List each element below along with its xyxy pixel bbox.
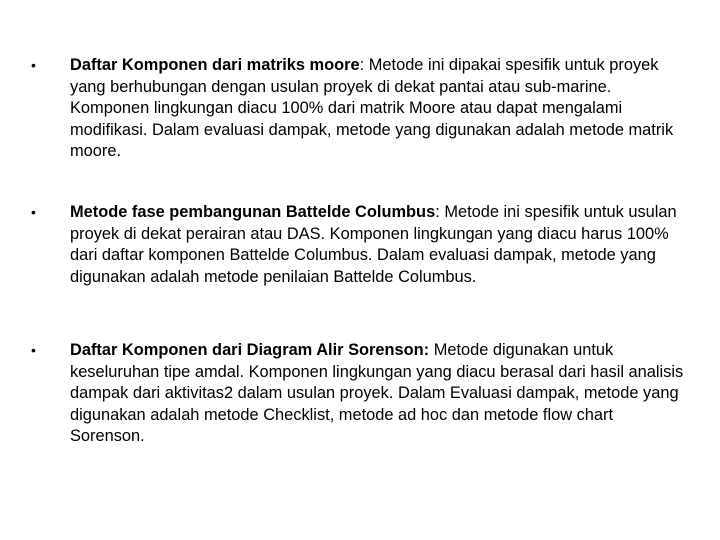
bullet-body: Metode ini dipakai spesifik untuk proyek yang berhubungan dengan usulan proyek di dekat pantai atau sub-marine. Komponen lingkungan diacu 100% dari matrik Moore atau dapat mengalami modifikasi. Dalam evaluasi dampak, metode yang digunakan adalah metode matrik moore.: [70, 56, 674, 160]
bullet-marker: •: [31, 342, 36, 358]
bullet-marker: •: [31, 57, 36, 73]
bullet-body: Metode ini spesifik untuk usulan proyek di dekat perairan atau DAS. Komponen lingkungan yang diacu harus 100% dari daftar komponen Battelde Columbus. Dalam evaluasi dampak, metode yang digunakan adalah metode penilaian Battelde Columbus.: [70, 203, 677, 286]
bullet-text: [70, 55, 685, 163]
bullet-term: Daftar Komponen dari matriks moore: [70, 56, 360, 74]
bullet-marker: •: [31, 204, 36, 220]
bullet-separator: :: [435, 203, 440, 221]
bullet-term: Metode fase pembangunan Battelde Columbus: [70, 203, 436, 221]
bullet-term: Daftar Komponen dari Diagram Alir Sorenson:: [70, 341, 430, 359]
bullet-body: Metode digunakan untuk keseluruhan tipe amdal. Komponen lingkungan yang diacu berasal dari hasil analisis dampak dari aktivitas2 dalam usulan proyek. Dalam Evaluasi dampak, metode yang digunakan adalah metode Checklist, metode ad hoc dan metode flow chart Sorenson.: [70, 341, 684, 445]
bullet-text: [70, 340, 685, 448]
bullet-separator: :: [359, 56, 365, 74]
bullet-text: [70, 202, 685, 288]
